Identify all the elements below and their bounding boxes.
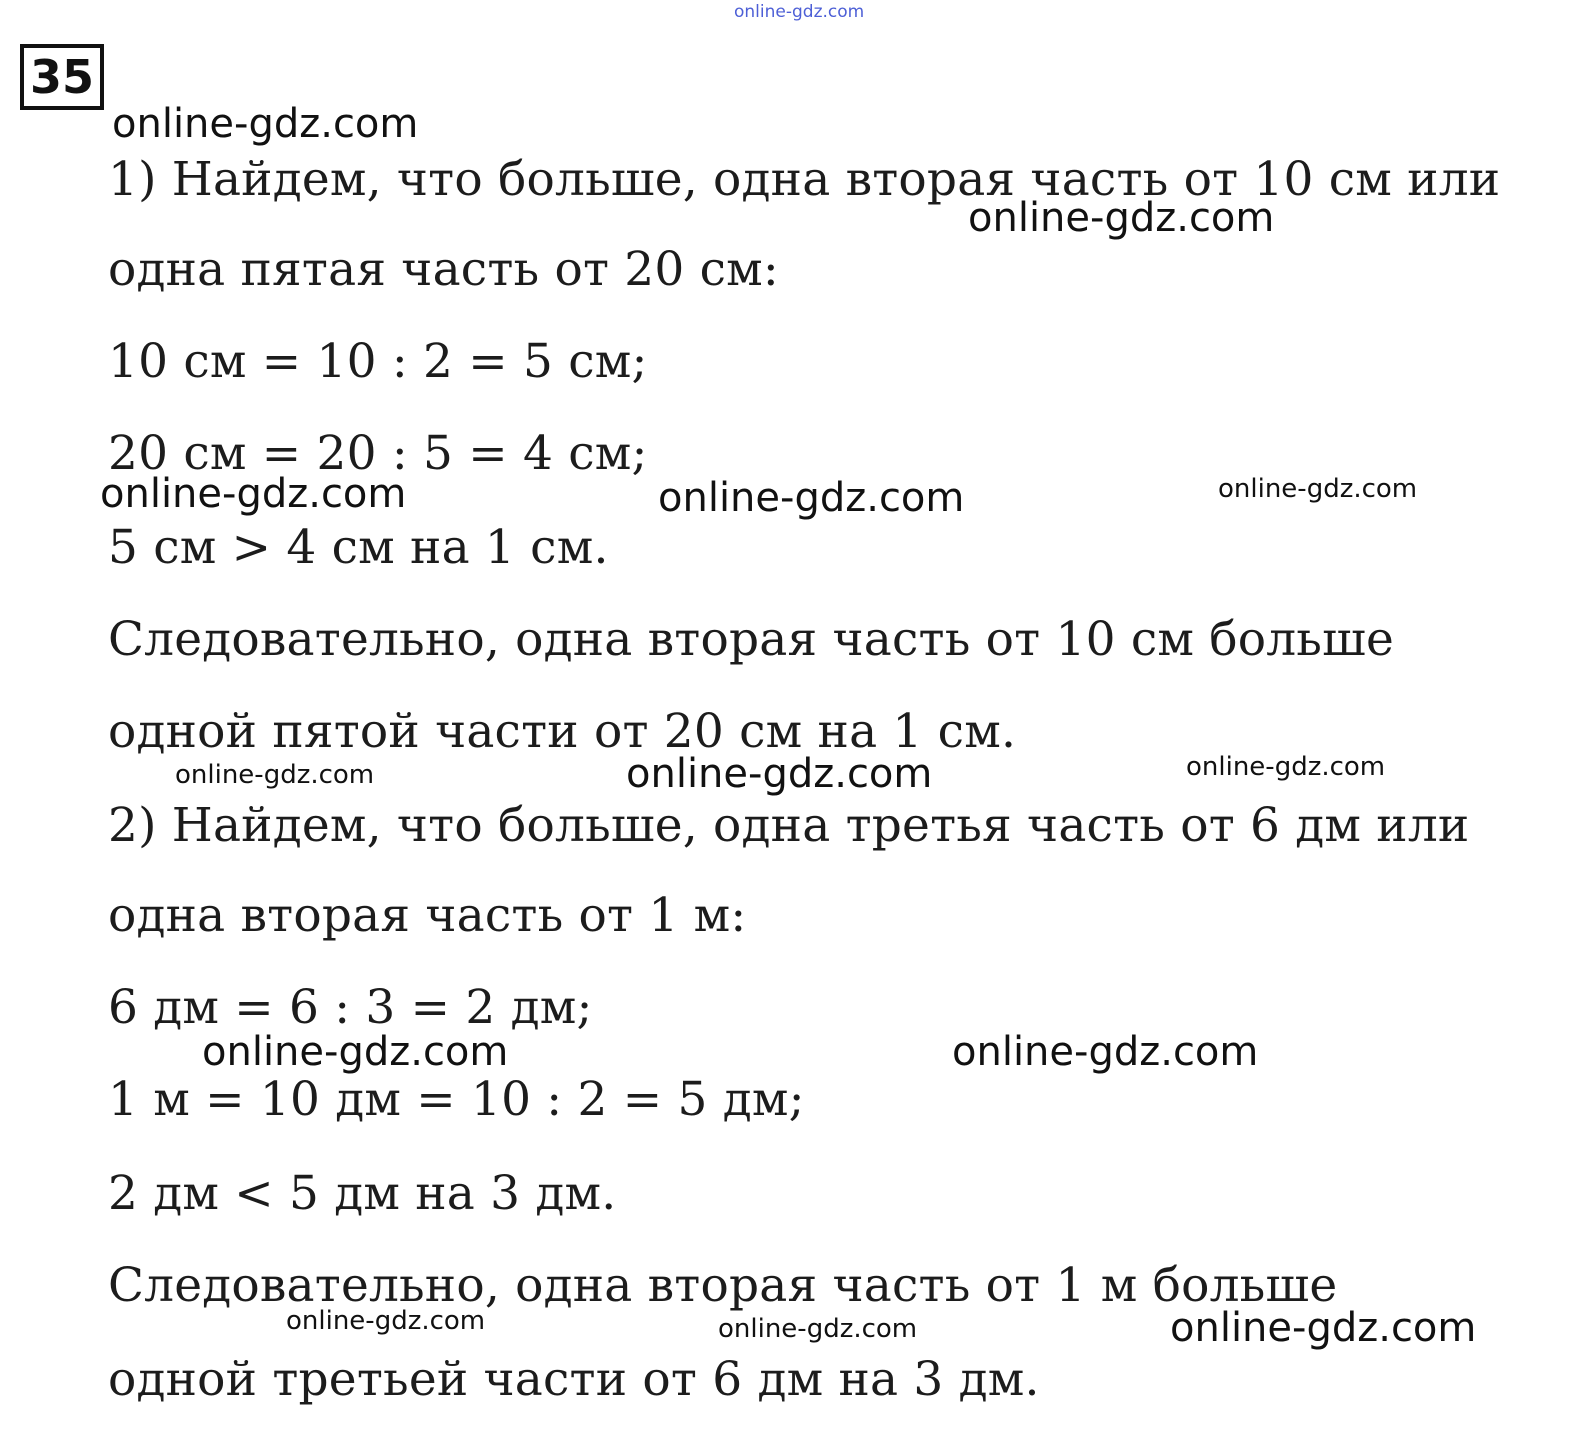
watermark: online-gdz.com [968,195,1275,241]
watermark: online-gdz.com [112,101,419,147]
part2-conclusion-line1: Следовательно, одна вторая часть от 1 м больше [108,1258,1338,1313]
watermark: online-gdz.com [202,1029,509,1075]
part2-calc1: 6 дм = 6 : 3 = 2 дм; [108,980,593,1035]
watermark: online-gdz.com [658,475,965,521]
watermark: online-gdz.com [175,760,375,790]
watermark: online-gdz.com [952,1029,1259,1075]
part2-conclusion-line2: одной третьей части от 6 дм на 3 дм. [108,1352,1040,1407]
task-number-box: 35 [20,44,104,110]
part1-calc2: 20 см = 20 : 5 = 4 см; [108,426,648,481]
part2-intro-line2: одна вторая часть от 1 м: [108,888,747,943]
watermark: online-gdz.com [1186,752,1386,782]
watermark: online-gdz.com [718,1314,918,1344]
part2-calc2: 1 м = 10 дм = 10 : 2 = 5 дм; [108,1072,805,1127]
top-site-watermark: online-gdz.com [734,2,865,22]
part1-conclusion-line1: Следовательно, одна вторая часть от 10 см больше [108,612,1394,667]
part1-intro-line2: одна пятая часть от 20 см: [108,242,779,297]
watermark: online-gdz.com [1170,1305,1477,1351]
part1-intro-line1: 1) Найдем, что больше, одна вторая часть от 10 см или [108,152,1501,207]
part1-compare: 5 см > 4 см на 1 см. [108,520,609,575]
watermark: online-gdz.com [100,471,407,517]
watermark: online-gdz.com [626,751,933,797]
part2-compare: 2 дм < 5 дм на 3 дм. [108,1166,617,1221]
part2-intro-line1: 2) Найдем, что больше, одна третья часть от 6 дм или [108,798,1470,853]
part1-conclusion-line2: одной пятой части от 20 см на 1 см. [108,704,1017,759]
watermark: online-gdz.com [286,1306,486,1336]
watermark: online-gdz.com [1218,474,1418,504]
part1-calc1: 10 см = 10 : 2 = 5 см; [108,334,648,389]
